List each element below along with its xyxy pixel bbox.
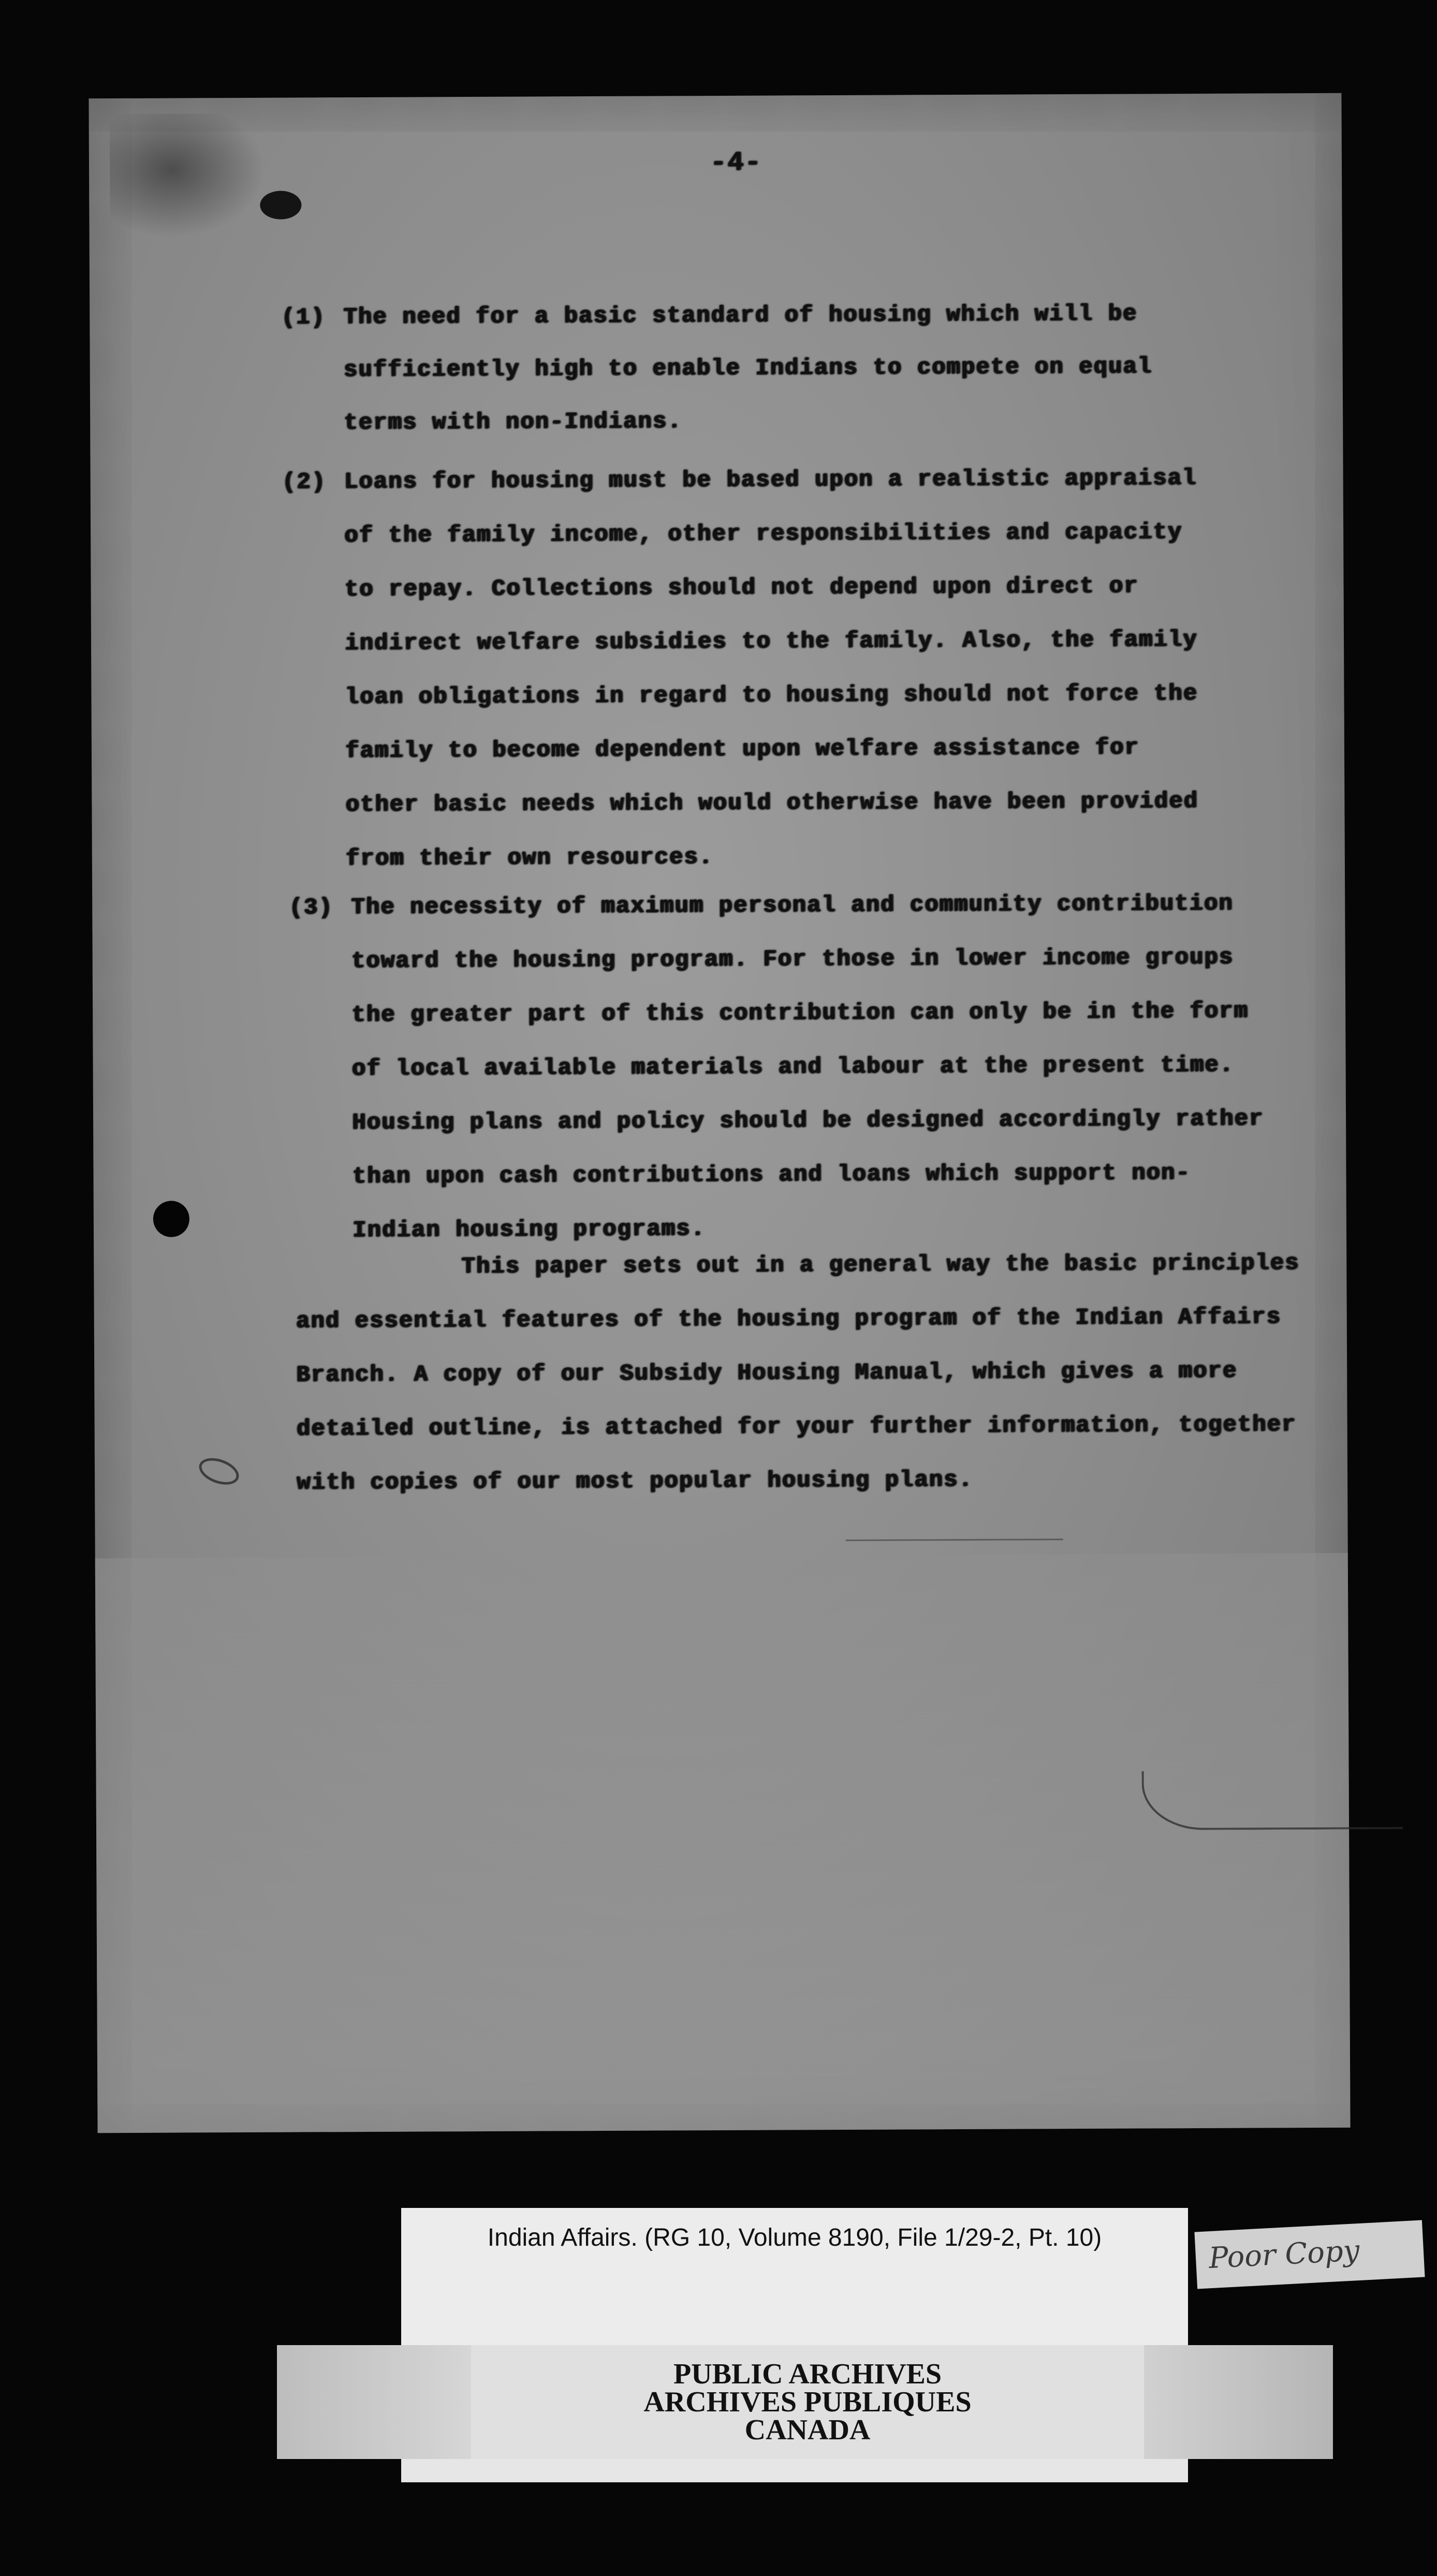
reference-text: Indian Affairs. (RG 10, Volume 8190, File 1/29-2, Pt. 10) bbox=[487, 2224, 1102, 2251]
item-line: of the family income, other responsibilities and capacity bbox=[344, 519, 1183, 549]
item-line: the greater part of this contribution can only be in the form bbox=[351, 998, 1249, 1029]
item-line: to repay. Collections should not depend upon direct or bbox=[344, 573, 1139, 603]
punch-hole bbox=[153, 1201, 189, 1237]
item-line: family to become dependent upon welfare assistance for bbox=[345, 735, 1139, 765]
handwritten-text: Poor Copy bbox=[1208, 2233, 1360, 2276]
fold-line bbox=[846, 1539, 1063, 1541]
item-line: The need for a basic standard of housing which will be bbox=[343, 301, 1138, 331]
item-line: sufficiently high to enable Indians to compete on equal bbox=[343, 354, 1153, 384]
item-line: other basic needs which would otherwise have been provided bbox=[345, 788, 1198, 818]
item-line: toward the housing program. For those in lower income groups bbox=[351, 944, 1234, 975]
item-line: terms with non-Indians. bbox=[344, 408, 682, 436]
handwritten-note bbox=[1194, 2220, 1425, 2289]
item-number: (2) bbox=[282, 469, 327, 495]
item-line: loan obligations in regard to housing should not force the bbox=[345, 680, 1198, 711]
item-line: from their own resources. bbox=[345, 844, 714, 872]
label-bottom-edge bbox=[401, 2459, 1188, 2482]
item-line: The necessity of maximum personal and community contribution bbox=[351, 890, 1234, 921]
archives-stamp-strip bbox=[277, 2345, 1333, 2459]
archive-reference-label bbox=[401, 2208, 1188, 2348]
paragraph-line: and essential features of the housing program of the Indian Affairs bbox=[296, 1304, 1281, 1335]
item-line: of local available materials and labour at the present time. bbox=[351, 1052, 1234, 1082]
paragraph-line: Branch. A copy of our Subsidy Housing Manual, which gives a more bbox=[296, 1358, 1238, 1388]
page-number: -4- bbox=[710, 147, 762, 179]
item-line: Indian housing programs. bbox=[352, 1216, 706, 1244]
archives-line: PUBLIC ARCHIVES bbox=[673, 2358, 942, 2390]
ink-blot bbox=[260, 191, 301, 219]
archives-line: ARCHIVES PUBLIQUES bbox=[643, 2386, 972, 2418]
item-number: (1) bbox=[281, 304, 326, 331]
document-page bbox=[89, 93, 1350, 2133]
pencil-mark bbox=[1142, 1770, 1403, 1830]
paragraph-line: with copies of our most popular housing plans. bbox=[297, 1467, 973, 1496]
item-line: Housing plans and policy should be designed accordingly rather bbox=[351, 1106, 1264, 1136]
page-lower-region bbox=[95, 1553, 1351, 2133]
item-number: (3) bbox=[289, 895, 333, 921]
paragraph-line: This paper sets out in a general way the basic principles bbox=[461, 1250, 1300, 1280]
paragraph-line: detailed outline, is attached for your further information, together bbox=[296, 1412, 1297, 1442]
corner-stain bbox=[110, 113, 266, 238]
margin-mark bbox=[196, 1453, 243, 1489]
archives-stamp bbox=[471, 2345, 1144, 2459]
item-line: than upon cash contributions and loans which support non- bbox=[352, 1160, 1191, 1190]
item-line: indirect welfare subsidies to the family. Also, the family bbox=[344, 626, 1198, 657]
archives-line: CANADA bbox=[744, 2414, 871, 2446]
item-line: Loans for housing must be based upon a realistic appraisal bbox=[344, 465, 1197, 495]
